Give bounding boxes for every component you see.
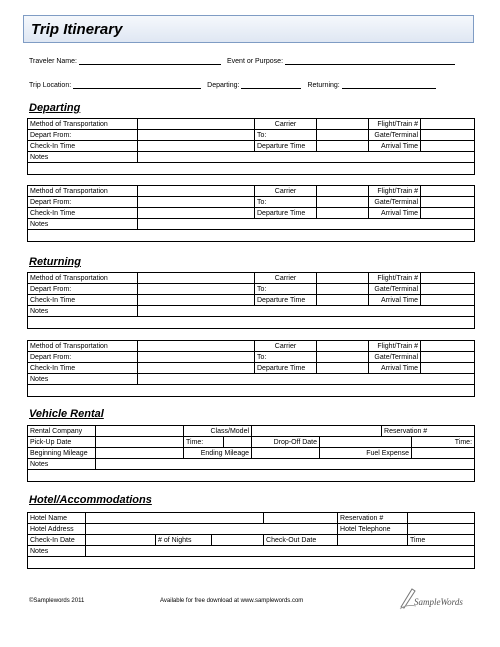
event-label: Event or Purpose:: [226, 58, 284, 65]
rental-company-field[interactable]: [96, 426, 184, 437]
method-label: Method of Transportation: [28, 341, 138, 352]
depart-from-field[interactable]: [138, 130, 255, 141]
flight-train-field[interactable]: [421, 273, 475, 284]
class-model-label: Class/Model: [184, 426, 252, 437]
arrival-time-field[interactable]: [421, 363, 475, 374]
notes-field[interactable]: [86, 546, 475, 557]
location-field[interactable]: [73, 82, 201, 89]
returning-field[interactable]: [342, 82, 436, 89]
departure-time-field[interactable]: [317, 208, 369, 219]
check-out-date-field[interactable]: [338, 535, 408, 546]
departing-heading: Departing: [29, 102, 81, 114]
gate-label: Gate/Terminal: [369, 197, 421, 208]
check-in-date-label: Check-In Date: [28, 535, 86, 546]
carrier-field[interactable]: [317, 341, 369, 352]
notes-extra-field[interactable]: [28, 230, 475, 242]
gate-field[interactable]: [421, 130, 475, 141]
depart-from-label: Depart From:: [28, 197, 138, 208]
pickup-time-label: Time:: [184, 437, 224, 448]
hotel-table: [27, 512, 475, 569]
flight-train-field[interactable]: [421, 341, 475, 352]
carrier-label: Carrier: [255, 341, 317, 352]
returning-label: Returning:: [307, 82, 340, 89]
depart-from-field[interactable]: [138, 352, 255, 363]
ending-mileage-field[interactable]: [252, 448, 320, 459]
departure-time-field[interactable]: [317, 141, 369, 152]
check-in-field[interactable]: [138, 141, 255, 152]
location-row: [29, 82, 436, 89]
hotel-address-label: Hotel Address: [28, 524, 86, 535]
carrier-field[interactable]: [317, 119, 369, 130]
gate-label: Gate/Terminal: [369, 352, 421, 363]
to-label: To:: [255, 197, 317, 208]
notes-field[interactable]: [138, 219, 475, 230]
hotel-heading: Hotel/Accommodations: [29, 494, 152, 506]
ending-mileage-label: Ending Mileage: [184, 448, 252, 459]
gate-field[interactable]: [421, 197, 475, 208]
method-field[interactable]: [138, 186, 255, 197]
nights-label: # of Nights: [156, 535, 212, 546]
notes-extra-field[interactable]: [28, 317, 475, 329]
to-label: To:: [255, 352, 317, 363]
carrier-label: Carrier: [255, 119, 317, 130]
departure-time-field[interactable]: [317, 295, 369, 306]
arrival-time-label: Arrival Time: [369, 363, 421, 374]
gate-field[interactable]: [421, 284, 475, 295]
notes-extra-field[interactable]: [28, 470, 475, 482]
method-field[interactable]: [138, 273, 255, 284]
returning-heading: Returning: [29, 256, 81, 268]
check-in-field[interactable]: [138, 295, 255, 306]
vehicle-heading: Vehicle Rental: [29, 408, 104, 420]
returning-table-1: [27, 272, 475, 329]
gate-field[interactable]: [421, 352, 475, 363]
rental-company-label: Rental Company: [28, 426, 96, 437]
notes-label: Notes: [28, 219, 138, 230]
reservation-field[interactable]: [408, 513, 475, 524]
samplewords-logo: [398, 586, 468, 610]
notes-extra-field[interactable]: [28, 163, 475, 175]
check-out-date-label: Check-Out Date: [264, 535, 338, 546]
depart-from-label: Depart From:: [28, 352, 138, 363]
carrier-label: Carrier: [255, 186, 317, 197]
location-label: Trip Location:: [29, 82, 72, 89]
departure-time-label: Departure Time: [255, 208, 317, 219]
title-bar: [23, 15, 474, 43]
flight-train-label: Flight/Train #: [369, 273, 421, 284]
departing-label: Departing:: [207, 82, 240, 89]
departing-table-2: [27, 185, 475, 242]
depart-from-field[interactable]: [138, 284, 255, 295]
download-text: Available for free download at www.samplewords.com: [160, 598, 304, 604]
notes-field[interactable]: [138, 306, 475, 317]
carrier-label: Carrier: [255, 273, 317, 284]
check-in-field[interactable]: [138, 208, 255, 219]
notes-label: Notes: [28, 306, 138, 317]
method-label: Method of Transportation: [28, 186, 138, 197]
reservation-label: Reservation #: [338, 513, 408, 524]
flight-train-label: Flight/Train #: [369, 341, 421, 352]
method-field[interactable]: [138, 119, 255, 130]
logo-text: SampleWords: [414, 597, 463, 607]
departure-time-label: Departure Time: [255, 363, 317, 374]
check-in-label: Check-In Time: [28, 363, 138, 374]
departing-field[interactable]: [241, 82, 301, 89]
traveler-row: [29, 58, 455, 65]
to-field[interactable]: [317, 130, 369, 141]
pickup-date-field[interactable]: [96, 437, 184, 448]
check-in-field[interactable]: [138, 363, 255, 374]
depart-from-label: Depart From:: [28, 130, 138, 141]
pickup-time-field[interactable]: [224, 437, 252, 448]
returning-table-2: [27, 340, 475, 397]
check-in-label: Check-In Time: [28, 141, 138, 152]
time-label: Time: [408, 535, 475, 546]
depart-from-label: Depart From:: [28, 284, 138, 295]
hotel-telephone-label: Hotel Telephone: [338, 524, 408, 535]
to-field[interactable]: [317, 352, 369, 363]
carrier-field[interactable]: [317, 186, 369, 197]
check-in-date-field[interactable]: [86, 535, 156, 546]
flight-train-label: Flight/Train #: [369, 186, 421, 197]
arrival-time-label: Arrival Time: [369, 208, 421, 219]
notes-field[interactable]: [138, 152, 475, 163]
traveler-label: Traveler Name:: [29, 58, 77, 65]
method-label: Method of Transportation: [28, 119, 138, 130]
arrival-time-label: Arrival Time: [369, 141, 421, 152]
notes-field[interactable]: [96, 459, 475, 470]
dropoff-date-field[interactable]: [320, 437, 412, 448]
hotel-name-field[interactable]: [86, 513, 264, 524]
method-field[interactable]: [138, 341, 255, 352]
hotel-telephone-field[interactable]: [408, 524, 475, 535]
depart-from-field[interactable]: [138, 197, 255, 208]
carrier-field[interactable]: [317, 273, 369, 284]
hotel-address-field[interactable]: [86, 524, 338, 535]
notes-label: Notes: [28, 374, 138, 385]
dropoff-date-label: Drop-Off Date: [252, 437, 320, 448]
hotel-name-label: Hotel Name: [28, 513, 86, 524]
departure-time-label: Departure Time: [255, 141, 317, 152]
hotel-name-field-2[interactable]: [264, 513, 338, 524]
gate-label: Gate/Terminal: [369, 284, 421, 295]
vehicle-table: [27, 425, 475, 482]
flight-train-label: Flight/Train #: [369, 119, 421, 130]
class-model-field[interactable]: [252, 426, 382, 437]
notes-extra-field[interactable]: [28, 557, 475, 569]
arrival-time-label: Arrival Time: [369, 295, 421, 306]
departure-time-field[interactable]: [317, 363, 369, 374]
check-in-label: Check-In Time: [28, 295, 138, 306]
beginning-mileage-field[interactable]: [96, 448, 184, 459]
nights-field[interactable]: [212, 535, 264, 546]
beginning-mileage-label: Beginning Mileage: [28, 448, 96, 459]
method-label: Method of Transportation: [28, 273, 138, 284]
check-in-label: Check-In Time: [28, 208, 138, 219]
arrival-time-field[interactable]: [421, 141, 475, 152]
reservation-label: Reservation #: [382, 426, 475, 437]
to-field[interactable]: [317, 197, 369, 208]
to-label: To:: [255, 130, 317, 141]
departing-table-1: [27, 118, 475, 175]
notes-field[interactable]: [138, 374, 475, 385]
notes-label: Notes: [28, 152, 138, 163]
arrival-time-field[interactable]: [421, 208, 475, 219]
to-label: To:: [255, 284, 317, 295]
copyright-text: ©Samplewords 2011: [29, 598, 85, 604]
departure-time-label: Departure Time: [255, 295, 317, 306]
to-field[interactable]: [317, 284, 369, 295]
traveler-field[interactable]: [79, 58, 221, 65]
notes-extra-field[interactable]: [28, 385, 475, 397]
fuel-expense-field[interactable]: [412, 448, 475, 459]
event-field[interactable]: [285, 58, 455, 65]
dropoff-time-label: Time:: [412, 437, 475, 448]
page-title: Trip Itinerary: [31, 21, 123, 38]
pickup-date-label: Pick-Up Date: [28, 437, 96, 448]
fuel-expense-label: Fuel Expense: [320, 448, 412, 459]
notes-label: Notes: [28, 546, 86, 557]
arrival-time-field[interactable]: [421, 295, 475, 306]
flight-train-field[interactable]: [421, 119, 475, 130]
gate-label: Gate/Terminal: [369, 130, 421, 141]
flight-train-field[interactable]: [421, 186, 475, 197]
notes-label: Notes: [28, 459, 96, 470]
